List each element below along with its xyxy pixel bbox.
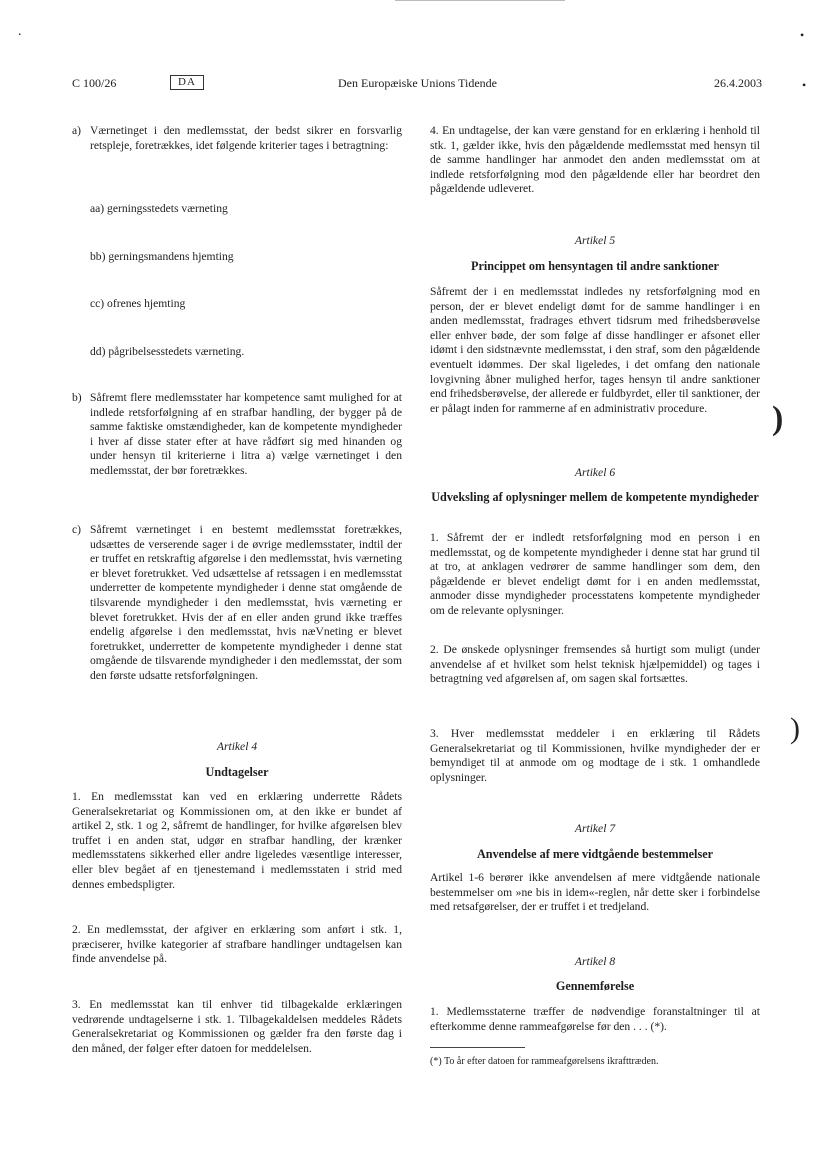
publication-date: 26.4.2003 — [714, 76, 762, 90]
journal-title: Den Europæiske Unions Tidende — [338, 76, 497, 90]
article-8-title — [430, 955, 760, 970]
article-5-paragraph: Såfremt der i en medlemsstat indledes ny retsforfølgning mod en person, der er blevet endeligt dømt for de samme handlinger i en anden medlemsstat, fradrages ethvert tidsrum med frihedsberøvelse eller enhver bøde, der som følge af disse handlinger er afsonet eller idømt i den sidstnævnte medlemsstat, i den straf, som den pågældende eventuelt idømmes. Der skal ligeledes, i det omfang den nationale lovgivning åbner mulighed herfor, tages hensyn til andre sanktioner end frihedsberøvelse, der allerede er fuldbyrdet, eller til sanktioner, der er pålagt inden for rammerne af en administrativ procedure. — [430, 285, 760, 415]
article-number: Artikel 4 — [216, 740, 258, 753]
scan-speck: • — [800, 28, 805, 42]
footnote-rule — [430, 1047, 525, 1048]
page-reference: C 100/26 — [72, 76, 117, 90]
article-4-title — [72, 740, 402, 755]
scan-speck: . — [18, 24, 22, 39]
language-code-box: DA — [170, 75, 204, 90]
article-heading: Anvendelse af mere vidtgående bestemmelser — [476, 847, 714, 861]
article-6-title — [430, 466, 760, 481]
article-4-paragraph-2: 2. En medlemsstat, der afgiver en erklæring som anført i stk. 1, præciserer, hvilke kategorier af strafbare handlinger undtagelsen kan finde anvendelse på. — [72, 923, 402, 966]
item-text: Værnetinget i den medlemsstat, der bedst sikrer en forsvarlig retspleje, foretrækkes, idet følgende kriterier tages i betragtning: — [90, 124, 402, 152]
article-6-paragraph-2: 2. De ønskede oplysninger fremsendes så hurtigt som muligt (under anvendelse af et hvilket som helst teknisk hjælpemiddel) og tages i betragtning ved afgørelsen af, om sagen skal fortsættes. — [430, 643, 760, 686]
article-4-paragraph-4: 4. En undtagelse, der kan være genstand for en erklæring i henhold til stk. 1, gælder ikke, hvis den pågældende medlemsstat med hensyn til de samme handlinger har anmodet den anden medlemsstat om at indlede retsforfølgning mod den pågældende eller har beordret den pågældende udleveret. — [430, 124, 760, 196]
item-label: b) — [72, 391, 82, 404]
punch-hole-mark: ) — [772, 400, 784, 437]
sub-item-aa: aa) gerningsstedets værneting — [90, 202, 228, 215]
item-label: c) — [72, 523, 82, 536]
page-header — [72, 76, 762, 94]
article-5-heading-block — [430, 259, 760, 274]
sub-item-dd: dd) pågribelsesstedets værneting. — [90, 345, 245, 358]
article-4-paragraph-1: 1. En medlemsstat kan ved en erklæring underrette Rådets Generalsekretariat og Kommissionen om, at den ikke er bundet af artikel 2, stk. 1 og 2, såfremt de handlinger, for hvilke afgørelsen blev truffet i en anden stat, udgør en strafbar handling, der krænker medlemsstatens sikkerhed eller andre ligeledes væsentlige interesser, eller blev begået af en tjenestemand i medlemsstaten i strid med dennes embedspligter. — [72, 790, 402, 891]
article-7-heading-block — [430, 847, 760, 862]
sub-item-bb: bb) gerningsmandens hjemting — [90, 250, 234, 263]
article-number: Artikel 8 — [574, 955, 616, 968]
article-heading: Udveksling af oplysninger mellem de kompetente myndigheder — [431, 490, 759, 504]
article-number: Artikel 5 — [574, 234, 616, 247]
article-6-paragraph-1: 1. Såfremt der er indledt retsforfølgning mod en person i en medlemsstat, og de kompetente myndigheder i denne stat har grund til at tro, at anklagen vedrører de samme handlinger som dem, den pågældende er blevet endeligt dømt for i en anden medlemsstat, anmoder disse myndigheder processtatens kompetente myndigheder om de relevante oplysninger. — [430, 531, 760, 617]
sub-item-cc: cc) ofrenes hjemting — [90, 297, 186, 310]
article-number: Artikel 7 — [574, 822, 616, 835]
scan-edge-line — [395, 0, 565, 1]
item-c — [72, 523, 402, 684]
article-heading: Princippet om hensyntagen til andre sanktioner — [471, 259, 719, 273]
item-a — [72, 124, 402, 153]
article-6-heading-block — [430, 490, 760, 505]
article-4-heading-block — [72, 765, 402, 780]
item-b — [72, 391, 402, 479]
item-text: Såfremt flere medlemsstater har kompetence samt mulighed for at indlede retsforfølgning af en strafbar handling, der bygger på de samme faktiske omstændigheder, kan de kompetente myndigheder i hver af disse stater efter at have rådført sig med hinanden og under hensyn til kriterierne i litra a) vælge værnetinget i den medlemsstat, der bør foretrækkes. — [90, 391, 402, 477]
article-7-paragraph: Artikel 1-6 berører ikke anvendelsen af mere vidtgående nationale bestemmelser om »ne bis in idem«-reglen, når dette sker i forbindelse med retsafgørelser, der er truffet i et tredjeland. — [430, 871, 760, 914]
footnote: (*) To år efter datoen for rammeafgørelsens ikrafttræden. — [430, 1056, 659, 1067]
item-label: a) — [72, 124, 82, 137]
article-8-heading-block — [430, 979, 760, 994]
scan-speck: • — [802, 78, 807, 92]
article-6-paragraph-3: 3. Hver medlemsstat meddeler i en erklæring til Rådets Generalsekretariat og til Kommissionen, hvilke myndigheder der er bemyndiget til at anmode om og modtage de i stk. 1 omhandlede oplysninger. — [430, 727, 760, 784]
article-number: Artikel 6 — [574, 466, 616, 479]
punch-hole-mark: ) — [790, 712, 800, 745]
article-5-title — [430, 234, 760, 249]
article-7-title — [430, 822, 760, 837]
article-heading: Undtagelser — [205, 765, 269, 779]
item-text: Såfremt værnetinget i en bestemt medlemsstat foretrækkes, udsættes de verserende sager i de øvrige medlemsstater, indtil der er truffet en retskraftig afgørelse i den medlemsstat, hvis værneting er blevet foretrukket. Ved udsættelse af retssagen i en medlemsstat underretter de kompetente myndigheder i denne stat omgående de tilsvarende myndigheder i den medlemsstat, hvis værneting er blevet foretrukket. Hvis der af en eller anden grund ikke træffes endelig afgørelse i den medlemsstat, hvis næVneting er blevet foretrukket, underretter de kompetente myndigheder i denne stat omgående de tilsvarende myndigheder i den medlemsstat, der som den første udsatte retsforfølgningen. — [90, 523, 402, 682]
article-heading: Gennemførelse — [555, 979, 635, 993]
article-4-paragraph-3: 3. En medlemsstat kan til enhver tid tilbagekalde erklæringen vedrørende undtagelserne i stk. 1. Tilbagekaldelsen meddeles Rådets Generalsekretariat og Kommissionen og gælder fra den første dag i den måned, der følger efter datoen for meddelelsen. — [72, 998, 402, 1055]
article-8-paragraph: 1. Medlemsstaterne træffer de nødvendige foranstaltninger til at efterkomme denne rammeafgørelse før den . . . (*). — [430, 1005, 760, 1033]
